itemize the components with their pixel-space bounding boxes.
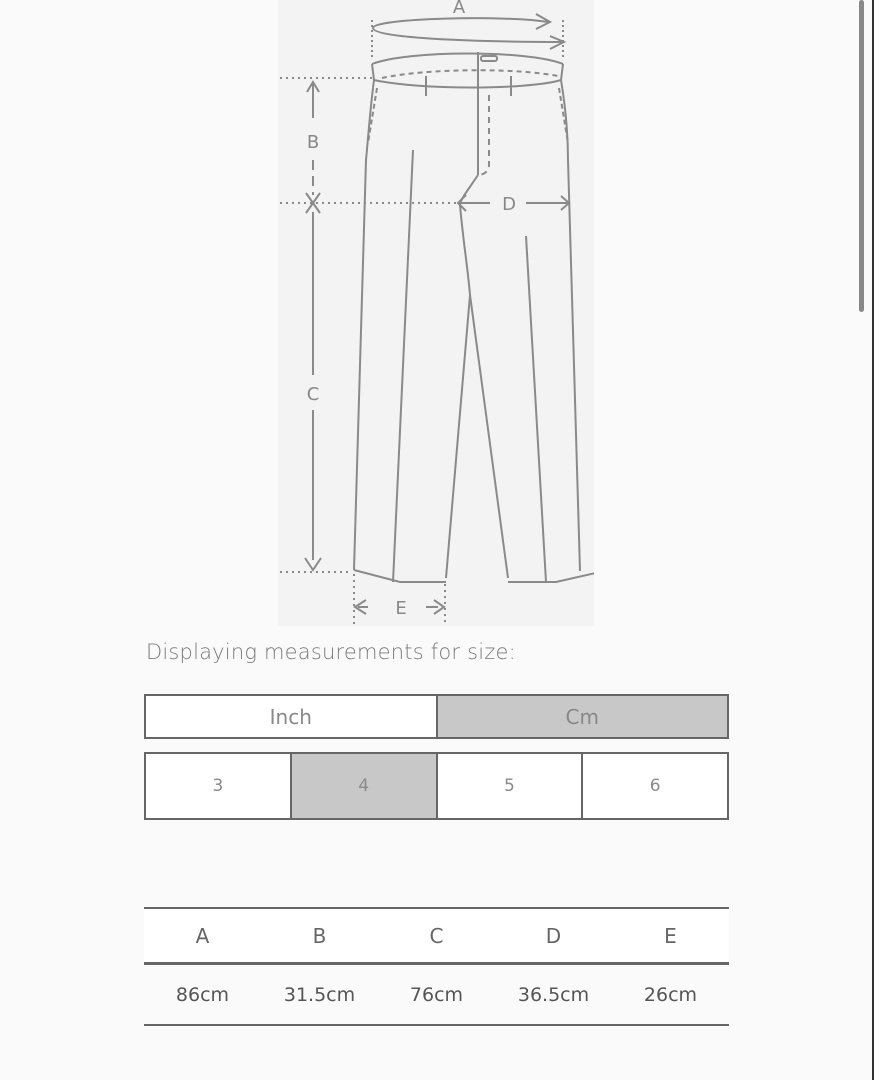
unit-option-inch[interactable]: Inch (269, 704, 312, 729)
label-b: B (306, 132, 320, 153)
table-row (144, 965, 729, 1026)
scrollbar-thumb[interactable] (859, 0, 864, 312)
trousers-illustration (278, 0, 594, 626)
label-e: E (395, 598, 407, 619)
value-cell-a: 86cm (175, 983, 230, 1006)
header-cell-a: A (195, 923, 210, 948)
table-header-row (144, 907, 729, 965)
label-a: A (452, 0, 466, 18)
trousers-diagram (278, 0, 594, 626)
size-option-5[interactable]: 5 (436, 754, 582, 818)
unit-option-cm[interactable]: Cm (436, 696, 728, 737)
value-cell-d: 36.5cm (517, 983, 590, 1006)
header-cell-b: B (312, 923, 327, 948)
size-option-4[interactable]: 4 (290, 754, 436, 818)
size-selector (144, 752, 729, 820)
size-option-3[interactable]: 3 (212, 776, 224, 796)
unit-toggle (144, 694, 729, 739)
header-cell-c: C (429, 923, 444, 948)
header-cell-e: E (664, 923, 677, 948)
label-c: C (306, 384, 320, 405)
measurements-table (144, 907, 729, 1026)
label-d: D (502, 194, 516, 215)
size-option-6[interactable]: 6 (581, 754, 727, 818)
header-cell-d: D (545, 923, 562, 948)
size-caption: Displaying measurements for size: (146, 640, 516, 664)
value-cell-c: 76cm (409, 983, 464, 1006)
value-cell-b: 31.5cm (283, 983, 356, 1006)
value-cell-e: 26cm (643, 983, 698, 1006)
